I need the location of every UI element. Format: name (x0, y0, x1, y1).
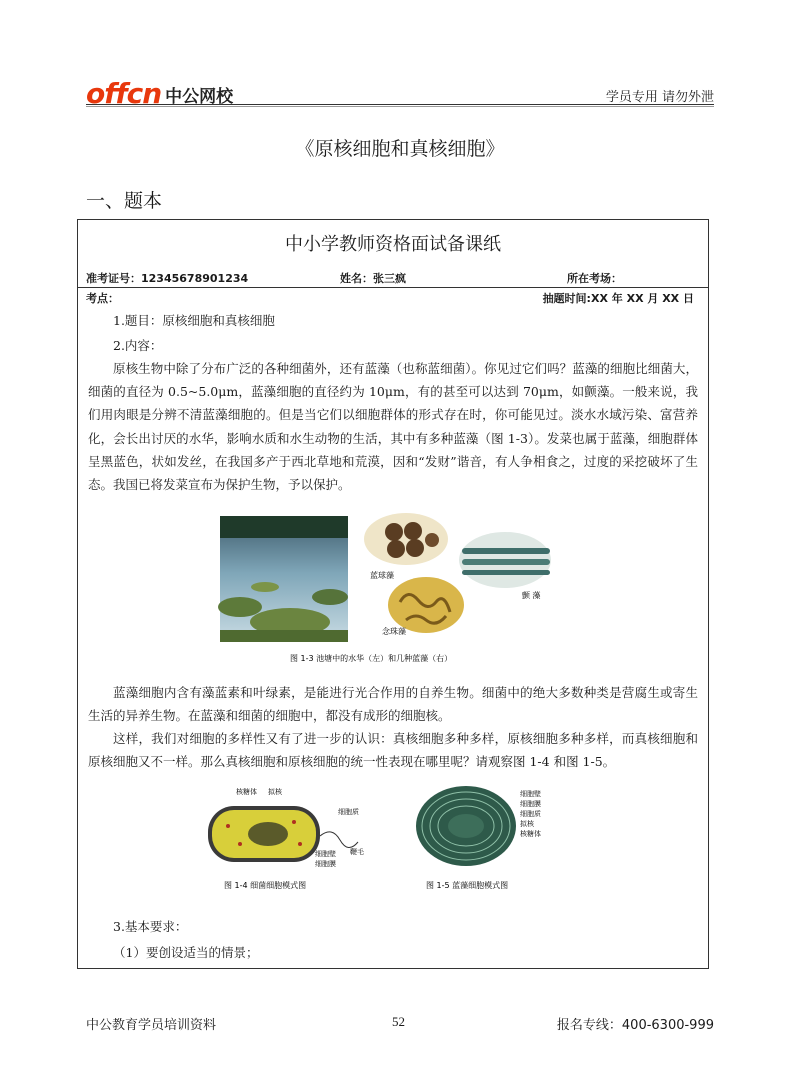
page-number: 52 (392, 1014, 405, 1029)
figure-1-5-labels (520, 789, 541, 838)
label-xibaozhi: 细胞质 (338, 808, 359, 816)
section-title: 一、题本 (86, 190, 163, 212)
requirement-1: （1）要创设适当的情景； (113, 945, 259, 960)
item-topic: 1.题目：原核细胞和真核细胞 (113, 313, 275, 328)
paragraph-1: 原核生物中除了分布广泛的各种细菌外，还有蓝藻（也称蓝细菌）。你见过它们吗？蓝藻的细胞比细菌大，细菌的直径为 0.5~5.0μm，蓝藻细胞的直径约为 10μm，有的甚至可以达到 70μm，如颤藻。一般来说，我们用肉眼是分辨不清蓝藻细胞的。但是当它们以细胞群体的形式存在时，你可能见过。淡水水域污染、富营养化，会长出讨厌的水华，影响水质和水生动物的生活，其中有多种蓝藻（图 1-3）。发菜也属于蓝藻，细胞群体呈黑蓝色，状如发丝，在我国多产于西北草地和荒漠，因和“发财”谐音，有人争相食之，过度的采挖破坏了生态。我国已将发菜宣布为保护生物，予以保护。 (88, 361, 698, 493)
logo-text-en: offcn (86, 77, 162, 110)
lanqiu-algae-image (364, 513, 448, 565)
figure-1-5-caption: 图 1-5 蓝藻细胞模式图 (426, 881, 509, 890)
footer-left: 中公教育学员培训资料 (86, 1018, 217, 1033)
exam-point: 考点： (86, 292, 119, 305)
label-nihe-15: 拟核 (520, 820, 534, 828)
paragraph-2: 蓝藻细胞内含有藻蓝素和叶绿素，是能进行光合作用的自养生物。细菌中的绝大多数种类是营腐生或寄生生活的异养生物。在蓝藻和细菌的细胞中，都没有成形的细胞核。 (88, 685, 698, 724)
header-divider (86, 104, 714, 105)
form-separator (78, 287, 708, 288)
footer-hotline: 报名专线：400-6300-999 (556, 1018, 714, 1033)
figure-1-3 (210, 512, 560, 672)
exam-venue: 所在考场： (567, 272, 622, 285)
label-lanqiu: 蓝球藻 (370, 571, 394, 580)
label-nihe: 拟核 (268, 788, 282, 796)
figure-1-4-caption: 图 1-4 细菌细胞模式图 (224, 881, 307, 890)
figure-1-4 (190, 778, 380, 894)
paragraph-3: 这样，我们对细胞的多样性又有了进一步的认识：真核细胞多种多样，原核细胞多种多样，而真核细胞和原核细胞又不一样。那么真核细胞和原核细胞的统一性表现在哪里呢？请观察图 1-4 和图 1-5。 (88, 731, 698, 770)
label-xibaomo: 细胞膜 (315, 860, 336, 868)
candidate-name: 姓名：张三疯 (340, 272, 406, 285)
exam-id: 准考证号：12345678901234 (86, 272, 249, 285)
document-title: 《原核细胞和真核细胞》 (295, 138, 505, 160)
header-divider-thin (86, 106, 714, 107)
header-notice: 学员专用 请勿外泄 (605, 90, 714, 105)
item-requirements: 3.基本要求： (113, 919, 188, 934)
item-content: 2.内容： (113, 338, 163, 353)
pond-photo (218, 516, 348, 642)
label-xibaomo-15: 细胞膜 (520, 800, 541, 808)
prep-sheet-title: 中小学教师资格面试备课纸 (285, 234, 501, 255)
label-nianzhu: 念珠藻 (382, 627, 406, 636)
draw-time: 抽题时间:XX 年 XX 月 XX 日 (542, 292, 694, 305)
chanzao-algae-image (459, 532, 551, 588)
figure-1-3-caption: 图 1-3 池塘中的水华（左）和几种蓝藻（右） (290, 654, 453, 663)
label-xibaobi-15: 细胞壁 (520, 790, 541, 798)
label-chanzao: 颤 藻 (522, 591, 541, 600)
nianzhu-algae-image (388, 577, 464, 633)
figure-1-5 (408, 776, 568, 894)
label-bianmao: 鞭毛 (350, 848, 364, 856)
label-hetangti-15: 核糖体 (520, 830, 541, 838)
label-xibaobi: 细胞壁 (315, 850, 336, 858)
label-xibaozhi-15: 细胞质 (520, 810, 541, 818)
label-hetangti: 核糖体 (236, 788, 257, 796)
logo-text-cn: 中公网校 (165, 87, 234, 107)
